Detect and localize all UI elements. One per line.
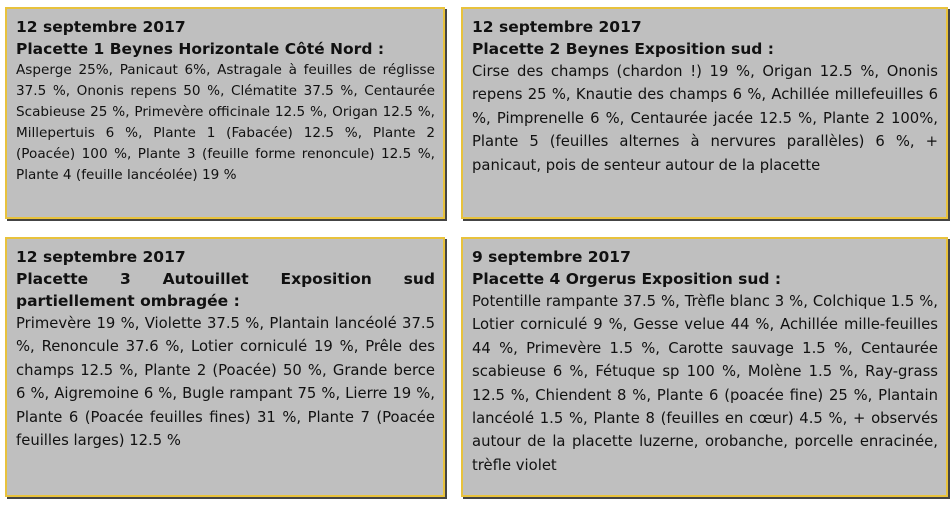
placette-3-panel bbox=[5, 237, 445, 497]
placette-1-date: 12 septembre 2017 bbox=[16, 18, 186, 36]
placette-3-title: Placette 3 Autouillet Exposition sud partiellement ombragée : bbox=[16, 270, 435, 310]
placette-2-date: 12 septembre 2017 bbox=[472, 18, 642, 36]
placette-4-title: Placette 4 Orgerus Exposition sud : bbox=[472, 270, 782, 288]
placette-2-panel bbox=[461, 7, 948, 219]
placette-4-species-list: Potentille rampante 37.5 %, Trèfle blanc 3 %, Colchique 1.5 %, Lotier corniculé 9 %, Gesse velue 44 %, Achillée mille-feuilles 44 %, Primevère 1.5 %, Carotte sauvage 1.5 %, Centaurée scabieuse 6 %, Fétuque sp 100 %, Molène 1.5 %, Ray-grass 12.5 %, Chiendent 8 %, Plante 6 (poacée fine) 25 %, Plantain lancéolé 1.5 %, Plante 8 (feuilles en cœur) 4.5 %, + observés autour de la placette luzerne, orobanche, porcelle enracinée, trèfle violet bbox=[472, 293, 938, 474]
placette-1-panel bbox=[5, 7, 445, 219]
placette-3-species-list: Primevère 19 %, Violette 37.5 %, Plantain lancéolé 37.5 %, Renoncule 37.6 %, Lotier corniculé 19 %, Prêle des champs 12.5 %, Plante 2 (Poacée) 50 %, Grande berce 6 %, Aigremoine 6 %, Bugle rampant 75 %, Lierre 19 %, Plante 6 (Poacée feuilles fines) 31 %, Plante 7 (Poacée feuilles larges) 12.5 % bbox=[16, 315, 435, 450]
placette-3-date: 12 septembre 2017 bbox=[16, 248, 186, 266]
placette-4-date: 9 septembre 2017 bbox=[472, 248, 631, 266]
placette-1-title: Placette 1 Beynes Horizontale Côté Nord : bbox=[16, 40, 385, 58]
placette-1-species-list: Asperge 25%, Panicaut 6%, Astragale à feuilles de réglisse 37.5 %, Ononis repens 50 %, Clématite 37.5 %, Centaurée Scabieuse 25 %, Primevère officinale 12.5 %, Origan 12.5 %, Millepertuis 6 %, Plante 1 (Fabacée) 12.5 %, Plante 2 (Poacée) 100 %, Plante 3 (feuille forme renoncule) 12.5 %, Plante 4 (feuille lancéolée) 19 % bbox=[16, 62, 435, 183]
placette-2-species-list: Cirse des champs (chardon !) 19 %, Origan 12.5 %, Ononis repens 25 %, Knautie des champs 6 %, Achillée millefeuilles 6 %, Pimprenelle 6 %, Centaurée jacée 12.5 %, Plante 2 100%, Plante 5 (feuilles alternes à nervures parallèles) 6 %, + panicaut, pois de senteur autour de la placette bbox=[472, 63, 938, 174]
placette-4-panel bbox=[461, 237, 948, 497]
placette-2-title: Placette 2 Beynes Exposition sud : bbox=[472, 40, 774, 58]
